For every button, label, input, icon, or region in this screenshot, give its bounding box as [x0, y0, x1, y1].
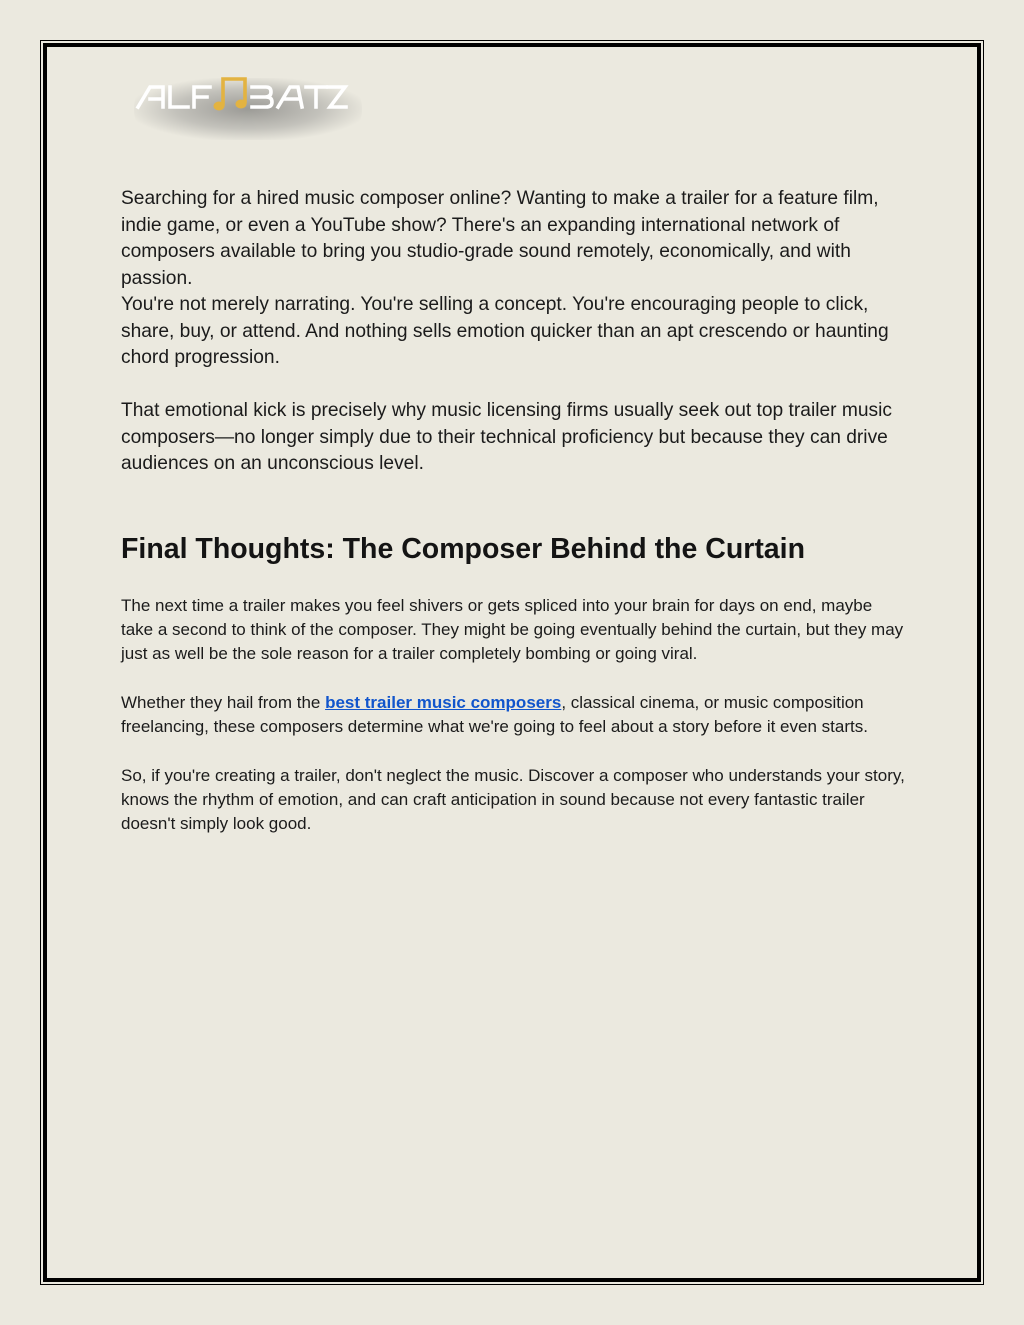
section-paragraph-2 [121, 691, 906, 740]
intro-paragraph-1: Searching for a hired music composer online? Wanting to make a trailer for a feature film, indie game, or even a YouTube show? There's an expanding international network of composers available to bring you studio-grade sound remotely, economically, and with passion. [121, 188, 879, 289]
intro-paragraph-3: That emotional kick is precisely why music licensing firms usually seek out top trailer music composers—no longer simply due to their technical proficiency but because they can drive audiences on an unconscious level. [121, 400, 892, 474]
alfabatz-logo [128, 70, 368, 148]
section-heading: Final Thoughts: The Composer Behind the Curtain [121, 532, 805, 565]
paragraph-gap [121, 372, 906, 399]
document-body [121, 186, 906, 836]
section-paragraph-1: The next time a trailer makes you feel shivers or gets spliced into your brain for days on end, maybe take a second to think of the composer. They might be going eventually behind the curtain, but they may just as well be the sole reason for a trailer completely bombing or going viral. [121, 595, 904, 664]
paragraph-gap [121, 739, 906, 763]
intro-paragraph-2: You're not merely narrating. You're selling a concept. You're encouraging people to click, share, buy, or attend. And nothing sells emotion quicker than an apt crescendo or haunting chord progression. [121, 294, 889, 368]
alfabatz-logo-image [128, 70, 368, 148]
paragraph-text-after-link: , classical cinema, or music composition freelancing, these composers determine what we're going to feel about a story before it even starts. [121, 692, 868, 736]
paragraph-text-before-link: Whether they hail from the [121, 692, 326, 712]
best-trailer-music-composers-link[interactable]: best trailer music composers [325, 692, 562, 712]
paragraph-gap [121, 666, 906, 690]
section-paragraph-3: So, if you're creating a trailer, don't neglect the music. Discover a composer who understands your story, knows the rhythm of emotion, and can craft anticipation in sound because not every fantastic trailer doesn't simply look good. [121, 765, 905, 834]
